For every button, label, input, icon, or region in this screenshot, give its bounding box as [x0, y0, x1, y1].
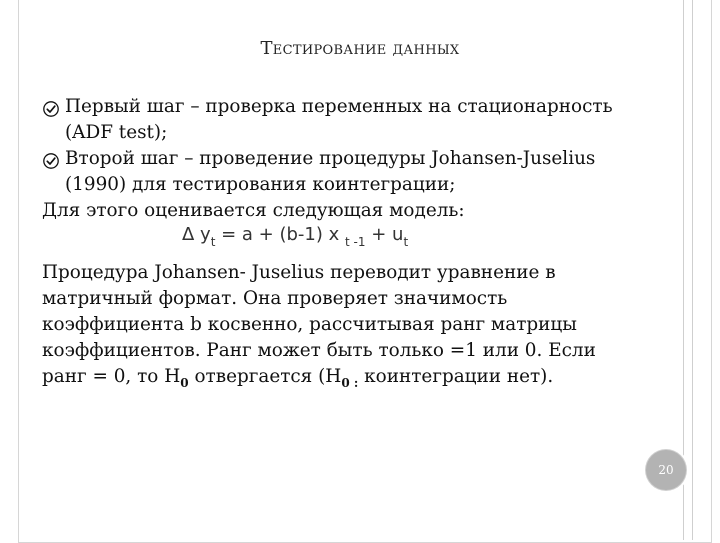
formula-sub: t [210, 235, 216, 249]
formula-sub: t -1 [345, 235, 366, 249]
formula-middle: = a + (b-1) x [215, 224, 346, 245]
paragraph-text: Процедура Johansen- Juselius переводит уравнение в матричный формат. Она проверяет значимость коэффициента b косвенно, рассчитывая ранг матрицы коэффициентов. Ранг может быть только =1 или 0. Если ранг = 0, то H [42, 262, 596, 387]
check-circle-icon [43, 99, 59, 125]
slide-body [42, 94, 642, 391]
decorative-rule [692, 0, 693, 540]
formula-plus: + u [365, 224, 404, 245]
h0-subscript: 0 [180, 376, 189, 390]
formula-lhs: Δ y [182, 224, 211, 245]
formula-sub: t [403, 235, 409, 249]
bullet-item [42, 94, 642, 146]
paragraph-tail: коинтеграции нет). [358, 366, 554, 387]
explanation-paragraph [42, 260, 642, 391]
paragraph-tail: отвергается (H [188, 366, 342, 387]
page-number: 20 [646, 450, 686, 490]
bullet-item [42, 146, 642, 198]
page-number-badge [643, 447, 689, 493]
check-circle-icon [43, 151, 59, 177]
model-formula [182, 224, 642, 260]
h0-subscript: 0 : [341, 376, 359, 390]
bullet-text: Второй шаг – проведение процедуры Johansen-Juselius (1990) для тестирования коинтеграции; [65, 148, 596, 195]
slide-title: Тестирование данных [260, 38, 460, 59]
model-intro: Для этого оценивается следующая модель: [42, 200, 465, 221]
bullet-text: Первый шаг – проверка переменных на стационарность (ADF test); [65, 96, 613, 143]
